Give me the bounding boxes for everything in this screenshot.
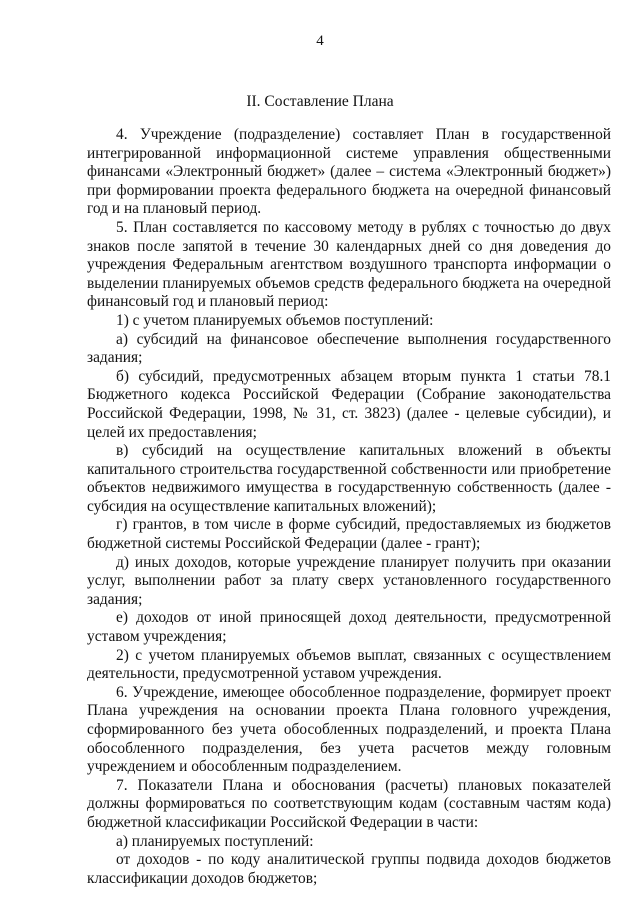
subitem-5-1-d: д) иных доходов, которые учреждение планирует получить при оказании услуг, выполнении работ за плату сверх установленного государственного задания; <box>87 553 611 608</box>
subitem-7-a-income: от доходов - по коду аналитической группы подвида доходов бюджетов классификации доходов бюджетов; <box>87 851 611 887</box>
paragraph-6: 6. Учреждение, имеющее обособленное подразделение, формирует проект Плана учреждения на основании проекта Плана головного учреждения, сформированного без учета обособленных подразделений, и проекта Плана обособленного подразделения, без учета расчетов между головным учреждением и обособленным подразделением. <box>87 683 611 776</box>
subitem-5-1: 1) с учетом планируемых объемов поступлений: <box>116 311 434 329</box>
subitem-5-1-a: а) субсидий на финансовое обеспечение выполнения государственного задания; <box>87 330 611 367</box>
page-number: 4 <box>316 33 324 49</box>
subitem-5-1-b: б) субсидий, предусмотренных абзацем вторым пункта 1 статьи 78.1 Бюджетного кодекса Российской Федерации (Собрание законодательства Российской Федерации, 1998, № 31, ст. 3823) (далее - целевые субсидии), и целей их предоставления; <box>87 367 611 441</box>
document-body <box>87 126 611 888</box>
paragraph-4: 4. Учреждение (подразделение) составляет План в государственной интегрированной информационной системе управления общественными финансами «Электронный бюджет» (далее – система «Электронный бюджет») при формировании проекта федерального бюджета на очередной финансовый год и на плановый период. <box>87 126 611 218</box>
paragraph-7: 7. Показатели Плана и обоснования (расчеты) плановых показателей должны формироваться по соответствующим кодам (составным частям кода) бюджетной классификации Российской Федерации в части: <box>87 776 611 831</box>
subitem-7-a: а) планируемых поступлений: <box>116 832 314 850</box>
paragraph-5: 5. План составляется по кассовому методу в рублях с точностью до двух знаков после запятой в течение 30 календарных дней со дня доведения до учреждения Федеральным агентством воздушного транспорта информации о выделении планируемых объемов средств федерального бюджета на очередной финансовый год и плановый период: <box>87 218 611 311</box>
section-title: II. Составление Плана <box>246 93 394 110</box>
subitem-5-2: 2) с учетом планируемых объемов выплат, связанных с осуществлением деятельности, предусмотренной уставом учреждения. <box>87 646 611 683</box>
subitem-5-1-e: е) доходов от иной приносящей доход деятельности, предусмотренной уставом учреждения; <box>87 609 611 646</box>
subitem-5-1-g: г) грантов, в том числе в форме субсидий, предоставляемых из бюджетов бюджетной системы Российской Федерации (далее - грант); <box>87 516 611 553</box>
subitem-5-1-v: в) субсидий на осуществление капитальных вложений в объекты капитального строительства государственной собственности или приобретение объектов недвижимого имущества в государственную собственность (далее - субсидия на осуществление капитальных вложений); <box>87 442 611 515</box>
